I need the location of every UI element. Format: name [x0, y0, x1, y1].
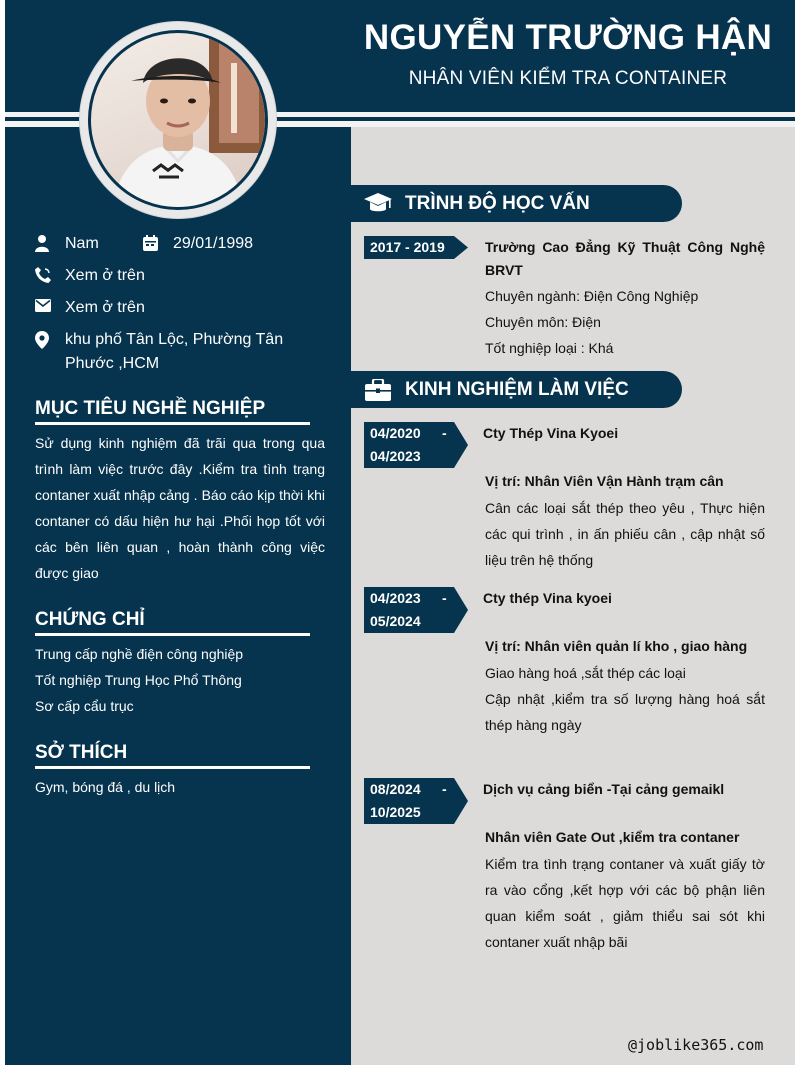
job-description-line: Giao hàng hoá ,sắt thép các loại	[485, 665, 686, 681]
certificate-item: Tốt nghiệp Trung Học Phổ Thông	[35, 672, 242, 688]
candidate-name: NGUYỄN TRƯỜNG HẬN	[363, 18, 773, 57]
education-date: 2017 - 2019	[370, 239, 445, 255]
company-name: Dịch vụ cảng biển -Tại cảng gemaikl	[483, 781, 725, 797]
email-icon	[35, 296, 65, 312]
certificate-item: Trung cấp nghề điện công nghiệp	[35, 646, 244, 662]
job-position: Nhân viên Gate Out ,kiểm tra contaner	[485, 829, 740, 845]
avatar-portrait	[91, 33, 265, 207]
briefcase-icon	[351, 379, 405, 401]
date-separator: -	[442, 781, 447, 797]
birthdate-value: 29/01/1998	[173, 235, 254, 252]
footer-watermark: @joblike365.com	[628, 1036, 764, 1054]
location-icon	[35, 328, 65, 349]
phone-row	[35, 264, 145, 288]
experience-date-start: 04/2023	[370, 590, 421, 606]
phone-icon	[35, 264, 65, 283]
company-name: Cty Thép Vina Kyoei	[483, 425, 619, 441]
school-name: Trường Cao Đẳng Kỹ Thuật Công Nghệ BRVT	[485, 239, 765, 278]
certificates-heading: CHỨNG CHỈ	[35, 609, 310, 636]
job-description: Kiểm tra tình trạng contaner và xuất giấy tờ ra vào cổng ,kết hợp với các bộ phận liên quan kiểm soát , giảm thiểu sai sót khi contaner xuất nhập bãi	[485, 856, 765, 950]
objective-text: Sử dụng kinh nghiệm đã trãi qua trong qua trình làm việc trước đây .Kiểm tra tình trạng contaner xuất nhập cảng . Báo cáo kịp thời khi contaner có dấu hiện hư hại .Phối họp tốt với các bên liên quan , hoàn thành công việc được giao	[35, 435, 325, 581]
date-separator: -	[442, 425, 447, 441]
graduation-cap-icon	[351, 193, 405, 215]
education-grade: Tốt nghiệp loại : Khá	[485, 340, 614, 356]
job-description-line: Cập nhật ,kiểm tra số lượng hàng hoá sắt thép hàng ngày	[485, 691, 765, 733]
address-value: khu phố Tân Lộc, Phường Tân Phước ,HCM	[65, 331, 284, 372]
user-icon	[35, 232, 65, 252]
education-detail	[485, 283, 765, 361]
company-name: Cty thép Vina kyoei	[483, 590, 612, 606]
hobbies-heading: SỞ THÍCH	[35, 742, 310, 769]
address-row	[35, 328, 330, 376]
job-position: Vị trí: Nhân viên quản lí kho , giao hàng	[485, 638, 748, 654]
education-specialty: Chuyên môn: Điện	[485, 314, 601, 330]
education-section-tab	[351, 185, 682, 222]
gender-row	[35, 232, 99, 256]
job-title: NHÂN VIÊN KIỂM TRA CONTAINER	[408, 68, 728, 89]
experience-heading: KINH NGHIỆM LÀM VIỆC	[405, 378, 629, 400]
gender-value: Nam	[65, 235, 99, 252]
avatar	[88, 30, 268, 210]
experience-date-end: 04/2023	[370, 448, 421, 464]
experience-date-start: 04/2020	[370, 425, 421, 441]
education-major: Chuyên ngành: Điện Công Nghiệp	[485, 288, 699, 304]
education-heading: TRÌNH ĐỘ HỌC VẤN	[405, 192, 590, 214]
experience-date-end: 10/2025	[370, 804, 421, 820]
phone-value: Xem ở trên	[65, 267, 145, 284]
calendar-icon	[143, 232, 173, 251]
date-separator: -	[442, 590, 447, 606]
job-description	[485, 660, 765, 738]
certificates-list	[35, 641, 325, 719]
birthdate-row	[143, 232, 253, 256]
email-row	[35, 296, 145, 320]
job-position: Vị trí: Nhân Viên Vận Hành trạm cân	[485, 473, 724, 489]
job-description: Cân các loại sắt thép theo yêu , Thực hiện các qui trình , in ấn phiếu cân , cập nhật số liệu trên hệ thống	[485, 500, 765, 568]
certificate-item: Sơ cấp cẩu trục	[35, 698, 134, 714]
experience-section-tab	[351, 371, 682, 408]
experience-date-end: 05/2024	[370, 613, 421, 629]
hobbies-text: Gym, bóng đá , du lịch	[35, 779, 176, 795]
email-value: Xem ở trên	[65, 299, 145, 316]
experience-date-start: 08/2024	[370, 781, 421, 797]
objective-heading: MỤC TIÊU NGHỀ NGHIỆP	[35, 398, 310, 425]
